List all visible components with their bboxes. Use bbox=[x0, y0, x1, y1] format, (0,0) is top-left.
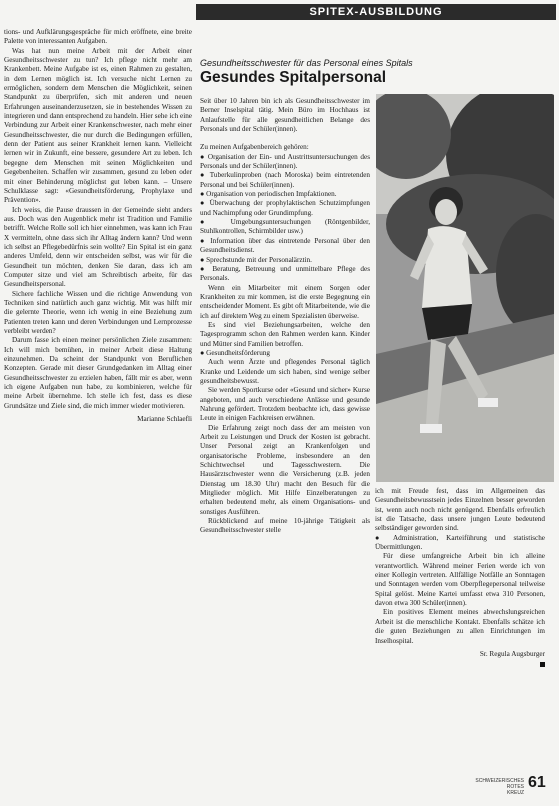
article-kicker: Gesundheitsschwester für das Personal eines Spitals bbox=[200, 58, 413, 68]
paragraph: Ich weiss, die Pause draussen in der Gemeinde sieht anders aus. Doch was den Augenblick mehr ist Tradition und Familie betrifft. Welche Rolle soll ich hier einnehmen, was kann ich Frau X vermitteln, ohne dass sich ihr Alltag ändern kann? Und wenn ich selbst an Pflegebedürfnis sein wollte? Ein Spital ist ein ganz anderes Umfeld, denn wir entscheiden selbst, was wir für die Gesundheit tun möchten, denken Sie daran, dass ich am Computer sitze und viel am Schreibtisch arbeite, für das Gesundheitspersonal. bbox=[4, 205, 192, 289]
paragraph: Die Erfahrung zeigt noch dass der am meisten von Arbeit zu Leistungen und Druck der Kosten ist gebracht. Unser Personal zeigt an Krankenfolgen und organisatorische Probleme, insbesondere an den Schichtwechsel und Tagesschwestern. Die Hausärztschwester wenn die Versicherung (z.B. jeden Dienstag um 18.30 Uhr) macht den Besuch für die Mitglieder möglich. Mit Hilfe Einzelberatungen zu erhalten bedeutend mehr, als einem Organisations- und sonstiges Ausführen. bbox=[200, 423, 370, 516]
paragraph: Sichere fachliche Wissen und die richtige Anwendung von Techniken sind natürlich auch ganz wichtig. Mit was hilft mir die gelernte Theorie, wenn ich wenig in eine Beziehung zum Patienten treten kann und deren Verbindungen und Lernprozesse verbleibt werden? bbox=[4, 289, 192, 335]
paragraph: Sie werden Sportkurse oder «Gesund und sicher» Kurse angeboten, und auch verschiedene Anlässe und gesunde Nahrung gefördert. Trotzdem beobachte ich, dass gewisse Leute in einigen Fachkreisen erwähnen. bbox=[200, 386, 370, 423]
article-column-3 bbox=[375, 487, 545, 667]
footer-source-line: KREUZ bbox=[507, 790, 524, 796]
list-item: ● Organisation von periodischen Impfaktionen. bbox=[200, 190, 337, 199]
list-intro: Zu meinen Aufgabenbereich gehören: bbox=[200, 143, 309, 152]
paragraph: Seit über 10 Jahren bin ich als Gesundheitsschwester im Berner Inselspital tätig. Mein Büro im Hochhaus ist Anlaufstelle für alle gesundheitlichen Belange des Personals und der Schüler(innen). bbox=[200, 97, 370, 134]
paragraph: Es sind viel Beziehungsarbeiten, welche den Tagesprogramm schon den Rahmen werden kann. Kinder und Mütter sind Familien betroffen. bbox=[200, 320, 370, 348]
paragraph: Für diese umfangreiche Arbeit bin ich alleine verantwortlich. Während meiner Ferien werde ich von einer Kollegin vertreten. Allfällige Notfälle an Sonntagen und Sonntagen werden vom Oberpflegepersonal teilweise Spital gelöst. Meine Kartei umfasst etwa 310 Personen, davon etwa 300 Schüler(innen). bbox=[375, 552, 545, 608]
list-item: ● Information über das eintretende Personal über den Gesundheitsdienst. bbox=[200, 236, 370, 255]
list-item: ● Gesundheitsförderung bbox=[200, 348, 271, 357]
paragraph: Rückblickend auf meine 10-jährige Tätigkeit als Gesundheitsschwester stelle bbox=[200, 517, 370, 535]
end-square-icon bbox=[540, 662, 545, 667]
page-number: 61 bbox=[528, 774, 546, 791]
list-item: ● Administration, Karteiführung und statistische Übermittlungen. bbox=[375, 533, 545, 552]
list-item: ● Überwachung der prophylaktischen Schutzimpfungen und Nachimpfung oder Grundimpfung. bbox=[200, 199, 370, 217]
author-signature: Marianne Schlaefli bbox=[137, 415, 192, 424]
paragraph: tions- und Aufklärungsgespräche für mich eröffnete, eine breite Palette von interessanten Aufgaben. bbox=[4, 28, 192, 46]
paragraph: Darum fasse ich einen meiner persönlichen Ziele zusammen: Ich will mich bemühen, in meiner Arbeit diese Haltung einzunehmen. Da scheint der Standpunkt von Beruflichen Konzepten. Gerade mit dieser Grundgedanken im Alltag einer Gesundheitsschwester zu erzielen haben, fällt mir es aber, wenn ich eigene Aufgaben nun habe, zu kombinieren, welche für meine Arbeit übernehme. Ich stelle ich fest, dass es diese Grundsätze und Ziele sind, die mich immer wieder motivieren. bbox=[4, 336, 192, 410]
list-item: ● Sprechstunde mit der Personalärztin. bbox=[200, 255, 312, 264]
footer-source-line: SCHWEIZERISCHES ROTES bbox=[475, 778, 524, 790]
section-banner: SPITEX-AUSBILDUNG bbox=[196, 4, 556, 20]
article-column-2 bbox=[200, 97, 370, 536]
list-item: ● Tuberkulinproben (nach Moroska) beim eintretenden Personal und bei Schüler(innen). bbox=[200, 171, 370, 189]
paragraph: Ein positives Element meines abwechslungsreichen Arbeit ist die menschliche Kontakt. Ebenfalls schätze ich die guten Beziehungen zu allen Einrichtungen im Inselhospital. bbox=[375, 608, 545, 645]
article-column-1 bbox=[4, 28, 192, 424]
paragraph: Wenn ein Mitarbeiter mit einem Sorgen oder Krankheiten zu mir kommen, ist die erste Begegnung ein entscheidender Moment. Es gibt oft Mitarbeitende, wie die ich auf direktem Weg zu einem Spezialisten überweise. bbox=[200, 283, 370, 320]
author-signature bbox=[375, 650, 545, 659]
list-item: ● Umgebungsuntersuchungen (Röntgenbilder, Stuhlkontrollen, Schirmbilder usw.) bbox=[200, 218, 370, 236]
footer-source bbox=[464, 778, 524, 796]
paragraph: Auch wenn Ärzte und pflegendes Personal täglich Kranke und Leidende um sich haben, sind wenige selber gesundheitsbewusst. bbox=[200, 358, 370, 385]
paragraph: ich mit Freude fest, dass im Allgemeinen das Gesundheitsbewusstsein jedes Einzelnen besser geworden ist, wenn auch noch nicht genügend. Ebenfalls erfreulich ist die Tatsache, dass unsere jungen Leute bedeutend selbständiger geworden sind. bbox=[375, 487, 545, 533]
article-photo bbox=[376, 94, 554, 482]
paragraph: Was hat nun meine Arbeit mit der Arbeit einer Gesundheitsschwester zu tun? Ich pflege nicht mehr am Krankenbett. Meine Aufgabe ist es, einen Rahmen zu gestalten, in dem Lernen möglich ist. Ich versuche nicht Lernen zu ermöglichen, sondern dem Menschen die Möglichkeit, seinen Standpunkt zu überprüfen, sich mit anderen und neuen Erfahrungen auseinanderzusetzen, sie in bestehendes Wissen zu integrieren und dann entsprechend zu handeln. Hier sehe ich eine Verbindung zur Arbeit einer Krankenschwester, nach mehr einer Gesundheitsschwester, die nur durch die Bedingungen erfüllen, denn der Patient aus seiner Krankheit lernen kann. Vielleicht lernen wir in Zukunft, eine bessere, gesundere Art zu leben. Ich begegne dem Menschen mit seinen Möglichkeiten und Gegebenheiten. Schaffen wir zusammen, gesund zu leben oder mit einer Behinderung möglichst gut leben kann. – Unsere Schulklasse sagt: «Gesundheitsförderung, Prophylaxe und Prävention». bbox=[4, 46, 192, 205]
signature-text: Sr. Regula Augsburger bbox=[479, 649, 545, 658]
article-headline: Gesundes Spitalpersonal bbox=[200, 69, 387, 86]
list-item: ● Organisation der Ein- und Austrittsuntersuchungen des Personals und der Schüler(innen). bbox=[200, 152, 370, 171]
jogger-photo-illustration bbox=[376, 94, 554, 482]
list-item: ● Beratung, Betreuung und unmittelbare Pflege des Personals. bbox=[200, 264, 370, 283]
